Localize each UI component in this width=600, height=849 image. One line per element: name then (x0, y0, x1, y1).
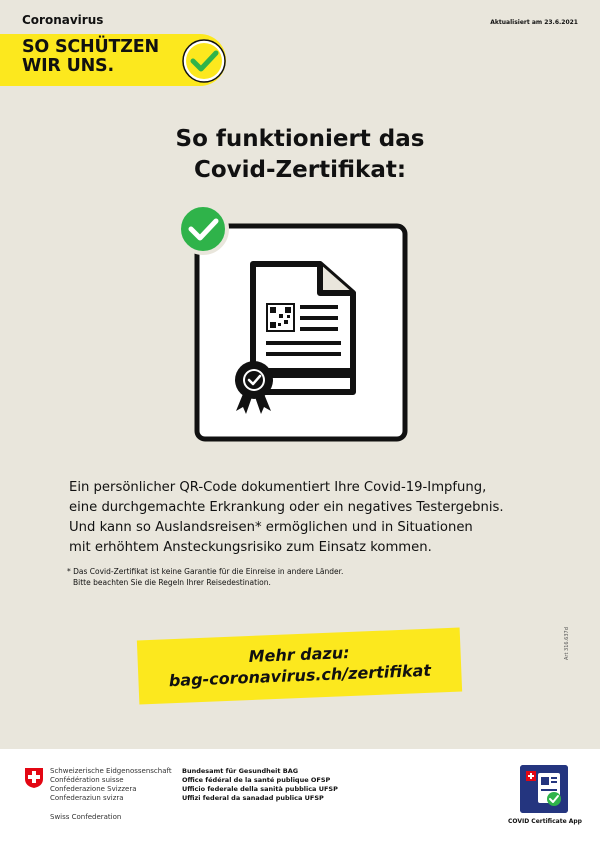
check-circle-icon (179, 205, 227, 253)
footnote (67, 566, 467, 588)
body-line-3: Und kann so Auslandsreisen* ermöglichen und in Situationen (69, 520, 473, 535)
campaign-line-1: SO SCHÜTZEN (22, 37, 159, 57)
confederation-rm: Confederaziun svizra (50, 794, 124, 802)
confederation-it: Confederazione Svizzera (50, 785, 137, 793)
body-line-1: Ein persönlicher QR-Code dokumentiert Ihre Covid-19-Impfung, (69, 480, 487, 495)
confederation-fr: Confédération suisse (50, 776, 124, 784)
article-number: Art 316.637d (564, 627, 570, 660)
cta-link[interactable]: bag-coronavirus.ch/zertifikat (168, 660, 432, 691)
app-logo-icon (520, 765, 568, 813)
body-line-2: eine durchgemachte Erkrankung oder ein negatives Testergebnis. (69, 500, 504, 515)
cta-line-1: Mehr dazu: (248, 642, 350, 667)
campaign-line-2: WIR UNS. (22, 56, 114, 76)
swiss-cross-icon (24, 767, 44, 789)
bag-it: Ufficio federale della sanità pubblica UFSP (182, 785, 338, 793)
bag-fr: Office fédéral de la santé publique OFSP (182, 776, 331, 784)
topic-label: Coronavirus (22, 13, 104, 27)
footnote-line-1: * Das Covid-Zertifikat ist keine Garantie für die Einreise in andere Länder. (67, 567, 344, 576)
app-label: COVID Certificate App (508, 818, 582, 825)
bag-de: Bundesamt für Gesundheit BAG (182, 767, 299, 775)
confederation-de: Schweizerische Eidgenossenschaft (50, 767, 172, 775)
title-line-1: So funktioniert das (175, 126, 425, 152)
body-text (69, 478, 539, 558)
covid-certificate-app-icon[interactable] (520, 765, 568, 813)
updated-date: Aktualisiert am 23.6.2021 (490, 19, 578, 26)
footnote-line-2: Bitte beachten Sie die Regeln Ihrer Reisedestination. (73, 578, 271, 587)
swiss-confederation-label: Swiss Confederation (50, 813, 122, 821)
bag-rm: Uffizi federal da sanadad publica UFSP (182, 794, 324, 802)
body-line-4: mit erhöhtem Ansteckungsrisiko zum Einsatz kommen. (69, 540, 432, 555)
bag-names (182, 767, 338, 803)
title-line-2: Covid-Zertifikat: (193, 157, 407, 183)
confederation-names (50, 767, 172, 803)
